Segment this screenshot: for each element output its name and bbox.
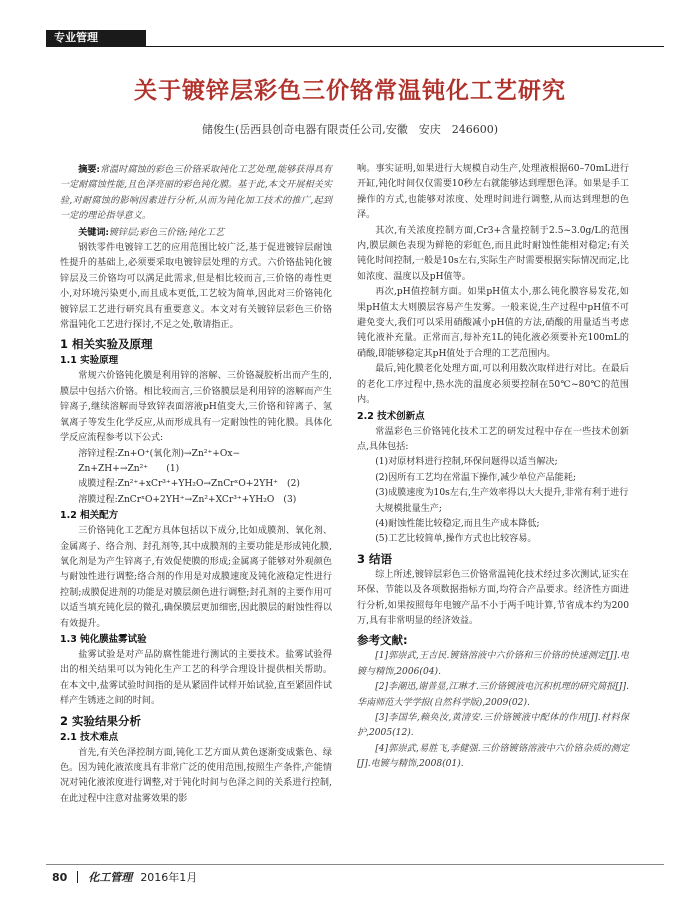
journal-name: 化工管理 [88,871,133,884]
paragraph-2-1-cont: 响。事实证明,如果进行大规模自动生产,处理液根据60–70mL进行开缸,钝化时间仅仅需要10秒左右就能够达到理想色泽。如果是手工操作的方式,也能够对浓度、处理时间进行调整,从而达到理想的色泽。 [357,164,629,221]
section-heading-3: 3 结语 [357,551,393,566]
right-column [357,162,629,773]
abstract-text: 常温时腐蚀的彩色三价铬采取钝化工艺处理,能够获得具有一定耐腐蚀性能,且色泽亮丽的彩色钝化膜。基于此,本文开展相关实验,对耐腐蚀的影响因素进行分析,从而为钝化加工技术的推广,起到一定的理论指导意义。 [60,165,332,222]
footer-rule [46,864,664,865]
section-tab: 专业管理 [46,30,146,46]
article-author: 储俊生(岳西县创奇电器有限责任公司,安徽 安庆 246600) [201,123,499,136]
equation-1: Zn+ZH+→Zn²⁺ (1) [78,463,180,474]
keywords-text: 镀锌层;彩色三价铬;钝化工艺 [108,227,225,238]
list-item: (2)因所有工艺均在常温下操作,减少单位产品能耗; [375,472,576,483]
page-number: 80 [52,870,68,884]
reference-item: [3]李国华,赖奂汝,黄清安.三价铬镀液中配体的作用[J].材料保护,2005(12). [357,713,629,739]
equation-3: 溶膜过程:ZnCrˣO+2YH⁺→Zn²+XCr³⁺+YH₂O (3) [78,494,297,505]
left-column [60,162,332,807]
list-item: (5)工艺比较简单,操作方式也比较容易。 [375,534,537,545]
header-rule [46,46,664,47]
paragraph-1-3: 盐雾试验是对产品防腐性能进行测试的主要技术。盐雾试验得出的相关结果可以为钝化生产工艺的科学合理设计提供相关帮助。在本文中,盐雾试验时间指的是从紧固件试样开始试验,直至紧固件试样产生锈迹之间的时间。 [60,649,332,707]
section-heading-1: 1 相关实验及原理 [60,337,153,352]
page-footer [52,869,197,885]
subsection-heading-1-2: 1.2 相关配方 [60,510,119,522]
reference-item: [4]郭崇武,易胜飞,李健强.三价铬镀铬溶液中六价铬杂质的测定[J].电镀与精饰,2008(01). [357,743,629,770]
abstract [60,162,332,225]
reference-item: [1]郭崇武,王吉民.镀铬溶液中六价铬和三价铬的快速测定[J].电镀与精饰,2006(04). [357,651,629,677]
references-heading: 参考文献: [357,633,408,648]
paragraph-concentration: 其次,有关浓度控制方面,Cr3+含量控制于2.5~3.0g/L的范围内,膜层颜色表现为鲜艳的彩虹色,而且此时耐蚀性能相对稳定;有关钝化时间控制,一般是10s左右,实际生产时需要根据实际情况而定,比如浓度、温度以及pH值等。 [357,225,629,282]
paragraph-innovation: 常温彩色三价铬钝化技术工艺的研发过程中存在一些技术创新点,具体包括: [357,426,629,452]
paragraph-2-1: 首先,有关色泽控制方面,钝化工艺方面从黄色逐渐变成紫色、绿色。因为钝化液浓度具有非常广泛的使用范围,按照生产条件,产能情况对钝化液浓度进行调整,对于钝化时间与色泽之间的关系进行控制,在此过程中注意对盐雾效果的影 [60,747,332,804]
subsection-heading-2-1: 2.1 技术难点 [60,731,119,743]
subsection-heading-1-3: 1.3 钝化膜盐雾试验 [60,633,147,645]
paragraph-1-1: 常规六价铬钝化膜是利用锌的溶解、三价铬凝胶析出而产生的,膜层中包括六价铬。相比较而言,三价铬膜层是利用锌的溶解而产生锌离子,继续溶解而导致锌表面溶液pH值变大,三价铬和锌离子、氢氧离子等发生化学反应,从而形成具有一定耐蚀性的钝化膜。具体化学反应流程参考以下公式: [60,371,332,444]
article-title: 关于镀锌层彩色三价铬常温钝化工艺研究 [134,78,566,104]
paragraph-ph: 再次,pH值控制方面。如果pH值太小,那么钝化膜容易发花,如果pH值太大则膜层容易产生发雾。一般来说,生产过程中pH值不可避免变大,我们可以采用硝酸减小pH值的方法,硝酸的用量适当考虑钝化液补充量。正常而言,每补充1L的钝化液必须要补充100mL的硝酸,即能够稳定其pH值处于合理的工艺范围内。 [357,287,629,359]
paragraph-aging: 最后,钝化膜老化处理方面,可以利用数次取样进行对比。在最后的老化工序过程中,热水洗的温度必须要控制在50℃~80℃的范围内。 [357,364,629,406]
abstract-label: 摘要: [78,164,100,175]
equation-2: 成膜过程:Zn²⁺+xCr³⁺+YH₂O→ZnCrˣO+2YH⁺ (2) [78,479,300,490]
footer-divider [77,871,78,883]
subsection-heading-1-1: 1.1 实验原理 [60,355,119,367]
paragraph-1-2: 三价铬钝化工艺配方具体包括以下成分,比如成膜剂、氧化剂、金属离子、络合剂、封孔剂等,其中成膜剂的主要功能是形成钝化膜,氧化剂是为产生锌离子,有效促使膜的形成;金属离子能够对外观颜色与耐蚀性进行调整;络合剂的作用是对成膜速度及钝化液稳定性进行控制;成膜促进剂的功能是对膜层颜色进行调整;封孔剂的主要作用可以适当填充钝化层的微孔,确保膜层更加细密,因此膜层的耐蚀性得以有效提升。 [60,526,332,629]
equation-dissolve: 溶锌过程:Zn+O⁺(氧化剂)→Zn²⁺+Ox− [78,448,241,459]
reference-item: [2]李潮迅,谢普显,江琳才.三价铬镀液电沉积机理的研究简报[J].华南师范大学学报(自然科学版),2009(02). [357,682,629,708]
keywords [60,225,332,241]
keywords-label: 关键词: [78,226,109,238]
list-item: (3)成膜速度为10s左右,生产效率得以大大提升,非常有利于进行大规模批量生产; [375,488,629,514]
section-heading-2: 2 实验结果分析 [60,713,142,728]
list-item: (4)耐蚀性能比较稳定,而且生产成本降低; [375,518,540,529]
list-item: (1)对原材料进行控制,环保问题得以适当解决; [375,457,558,468]
conclusion-paragraph: 综上所述,镀锌层彩色三价铬常温钝化技术经过多次测试,证实在环保、节能以及各项数据指标方面,均符合产品要求。经济性方面进行分析,如果按照每年电镀产品不小于两千吨计算,节省成本约为200万,具有非常明显的经济效益。 [357,569,629,626]
intro-paragraph: 钢铁零件电镀锌工艺的应用范围比较广泛,基于促进镀锌层耐蚀性提升的基础上,必须要采取电镀锌层处理的方式。六价铬盐钝化镀锌层及三价铬均可以满足此需求,但是相比较而言,三价铬的毒性更小,对环境污染更小,而且成本更低,工艺较为简单,因此对三价铬钝化镀锌层工艺进行研究具有重要意义。本文对有关镀锌层彩色三价铬常温钝化工艺进行探讨,不足之处,敬请指正。 [60,243,332,331]
issue-date: 2016年1月 [140,871,198,884]
subsection-heading-2-2: 2.2 技术创新点 [357,410,425,422]
